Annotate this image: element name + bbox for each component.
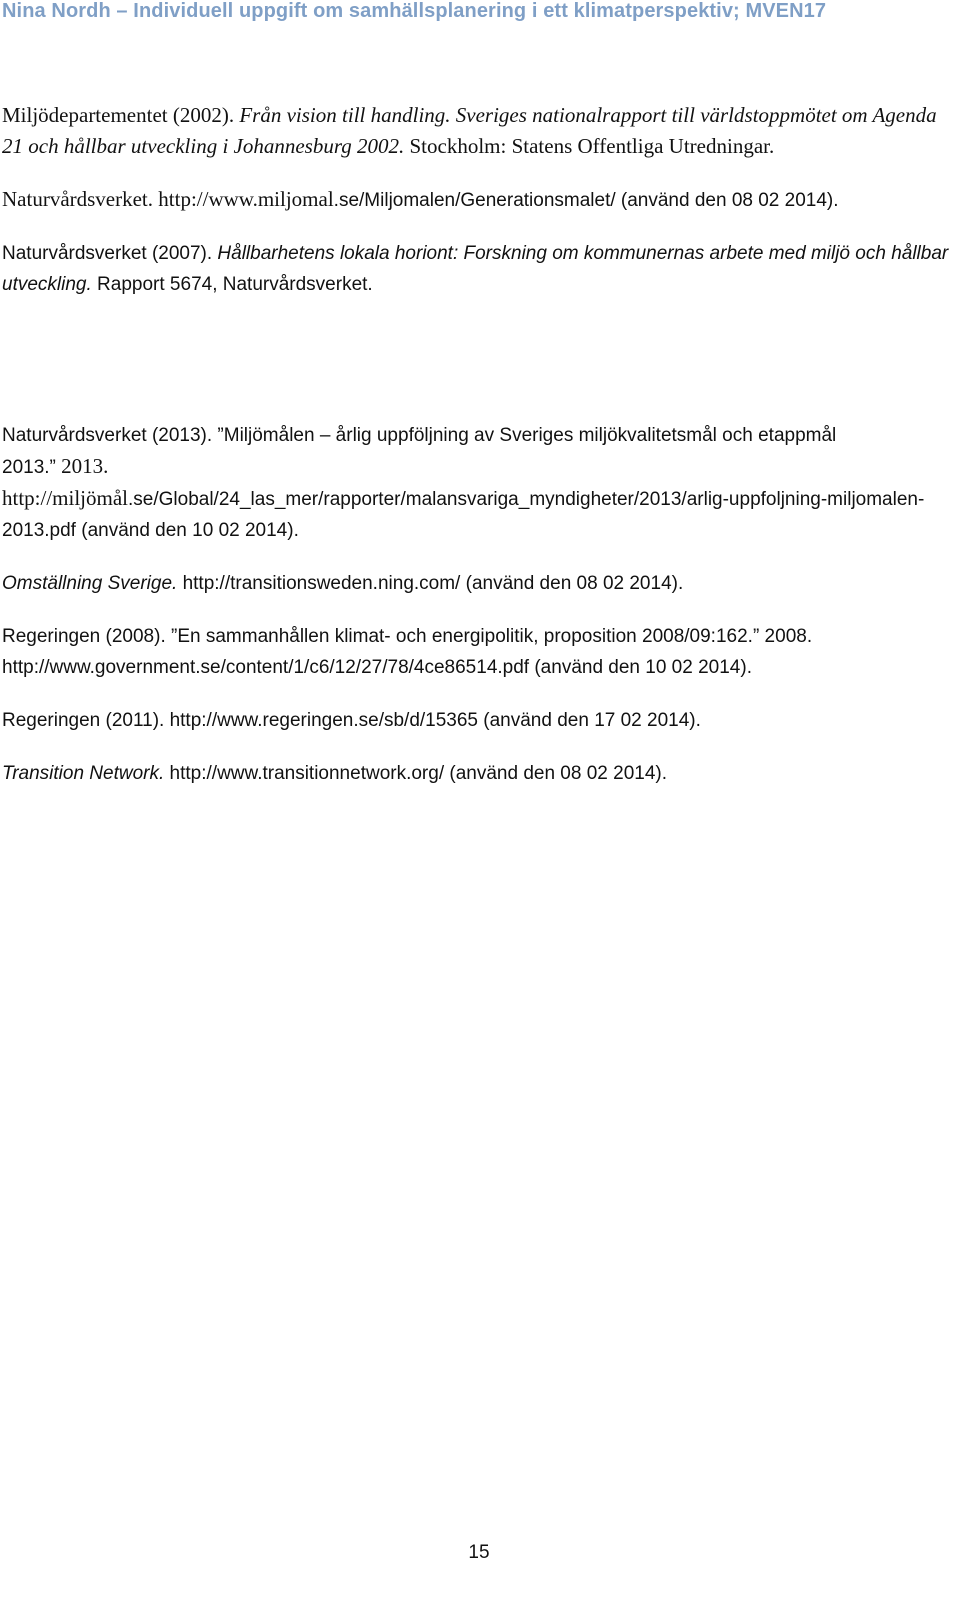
reference-title: ”Miljömålen – årlig uppföljning av Sveriges miljökvalitetsmål och etappmål: [217, 425, 837, 446]
reference-author: Miljödepartementet (2002).: [2, 103, 240, 127]
reference-url[interactable]: 2008. http://www.government.se/content/1/c6/12/27/78/4ce86514.pdf (använd den 10 02 2014).: [2, 626, 813, 678]
reference-title: Omställning Sverige.: [2, 573, 178, 594]
reference-item: [2, 621, 952, 683]
reference-title: Hållbarhetens lokala horiont: Forskning om kommunernas arbete med miljö och hållbar utveckling.: [2, 243, 949, 295]
reference-url-rest: .se/Miljomalen/Generationsmalet/ (använd den 08 02 2014).: [333, 190, 839, 211]
reference-author: Naturvårdsverket.: [2, 187, 159, 211]
reference-details: Stockholm: Statens Offentliga Utredningar.: [404, 134, 775, 158]
reference-url[interactable]: http://www.transitionnetwork.org/ (använd den 08 02 2014).: [164, 763, 668, 784]
running-header: Nina Nordh – Individuell uppgift om samhällsplanering i ett klimatperspektiv; MVEN17: [2, 0, 827, 22]
reference-url[interactable]: http://miljömål: [2, 486, 128, 510]
page-number: 15: [468, 1542, 490, 1563]
reference-item: [2, 100, 952, 162]
reference-author: Naturvårdsverket (2007).: [2, 243, 218, 264]
reference-title-end: 2013.”: [2, 457, 56, 478]
reference-title: ”En sammanhållen klimat- och energipolitik, proposition 2008/09:162.”: [171, 626, 760, 647]
reference-url[interactable]: http://transitionsweden.ning.com/ (använd den 08 02 2014).: [177, 573, 684, 594]
reference-item: [2, 758, 952, 789]
reference-item: Regeringen (2011). http://www.regeringen.se/sb/d/15365 (använd den 17 02 2014).: [2, 710, 701, 731]
reference-details: Rapport 5674, Naturvårdsverket.: [91, 274, 373, 295]
reference-author: Naturvårdsverket (2013).: [2, 425, 218, 446]
reference-year: 2013.: [55, 454, 109, 478]
reference-url[interactable]: http://www.miljomal: [158, 187, 334, 211]
reference-author: Regeringen (2008).: [2, 626, 171, 647]
reference-item: [2, 184, 952, 216]
reference-title: Transition Network.: [2, 763, 165, 784]
reference-item: [2, 568, 952, 599]
reference-title: Från vision till handling. Sveriges nationalrapport till världstoppmötet om Agenda 21 och hållbar utveckling i Johannesburg 2002.: [2, 103, 937, 158]
reference-url-rest: .se/Global/24_las_mer/rapporter/malansvariga_myndigheter/2013/arlig-uppfoljning-miljomalen-2013.pdf (använd den 10 02 2014).: [2, 489, 925, 541]
reference-list: [2, 100, 952, 789]
reference-item: [2, 238, 952, 300]
reference-item: [2, 420, 952, 546]
